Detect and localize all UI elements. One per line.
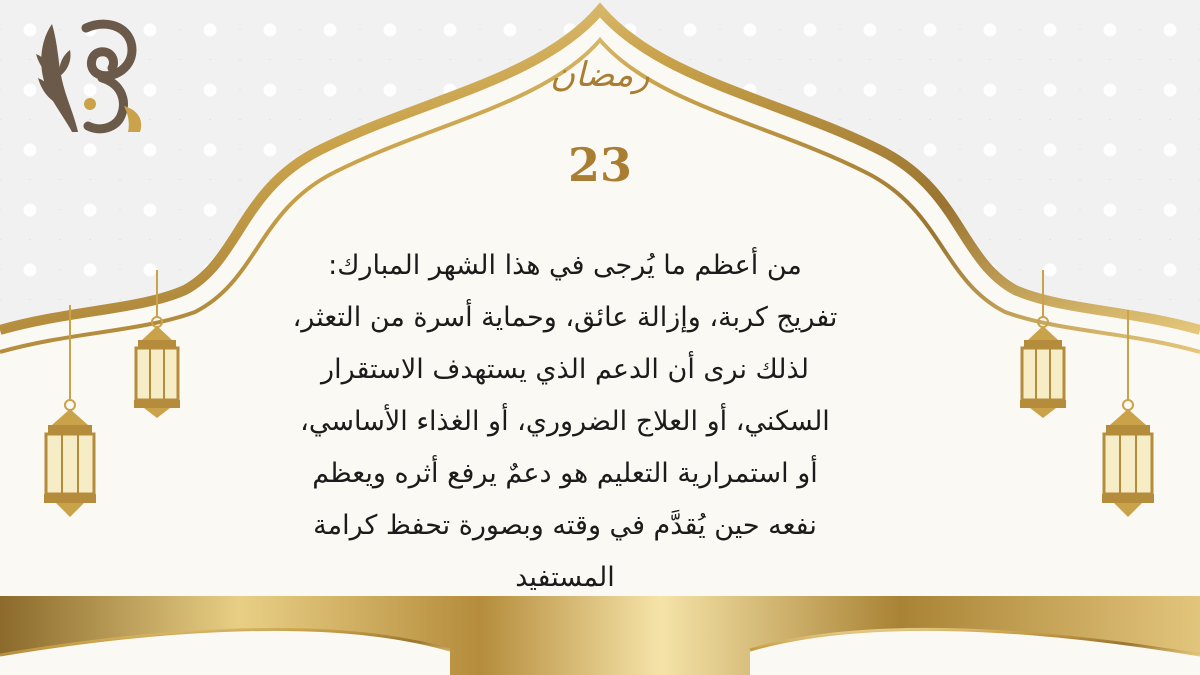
charity-logo-icon bbox=[28, 14, 148, 136]
message-line: أو استمرارية التعليم هو دعمٌ يرفع أثره ويعظم bbox=[312, 458, 818, 489]
lantern-icon bbox=[1014, 270, 1072, 420]
lantern-icon bbox=[38, 305, 102, 520]
message-line: السكني، أو العلاج الضروري، أو الغذاء الأساسي، bbox=[300, 406, 830, 437]
message-line: لذلك نرى أن الدعم الذي يستهدف الاستقرار bbox=[321, 354, 809, 385]
header bbox=[520, 40, 680, 190]
message-line: نفعه حين يُقدَّم في وقته وبصورة تحفظ كرامة bbox=[313, 510, 817, 541]
day-number: 23 bbox=[567, 138, 632, 192]
message-text bbox=[215, 240, 915, 604]
lantern-icon bbox=[1096, 310, 1160, 520]
day-label: رمضان bbox=[550, 55, 650, 95]
lantern-icon bbox=[128, 270, 186, 420]
message-line: من أعظم ما يُرجى في هذا الشهر المبارك: bbox=[328, 250, 802, 281]
message-line: تفريج كربة، وإزالة عائق، وحماية أسرة من التعثر، bbox=[292, 302, 838, 333]
message-line: المستفيد bbox=[515, 562, 615, 593]
